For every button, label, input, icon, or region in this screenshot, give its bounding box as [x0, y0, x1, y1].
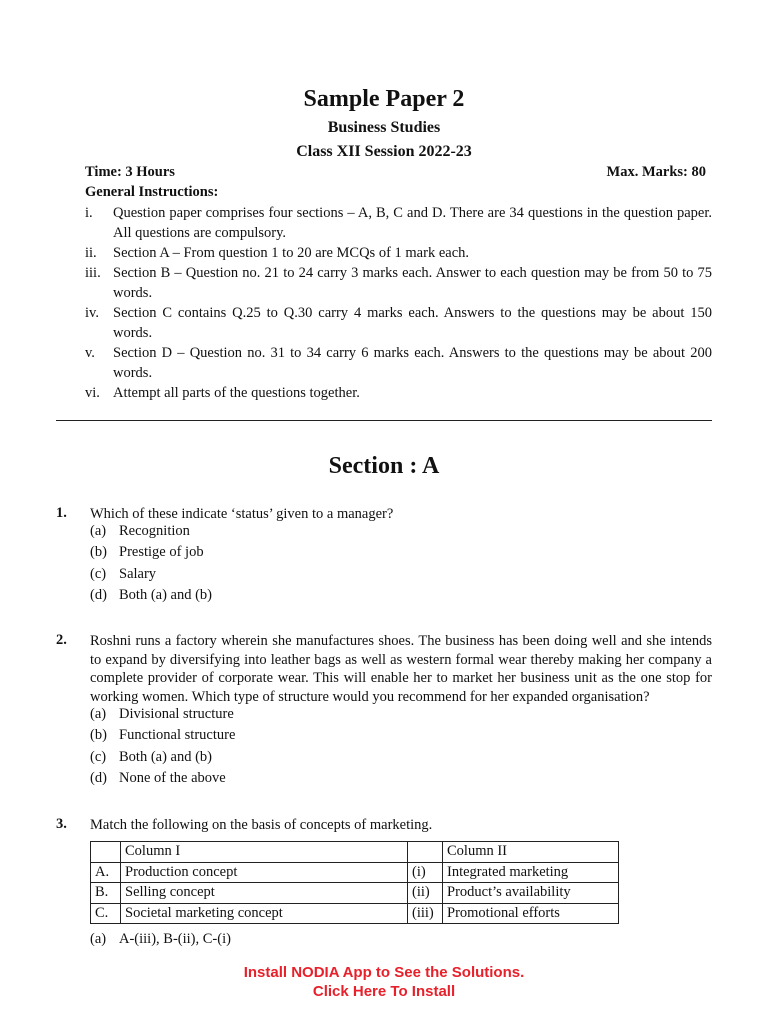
- instruction-text: Section D – Question no. 31 to 34 carry 6 marks each. Answers to the questions may be about 200 words.: [113, 345, 712, 381]
- option-text: Divisional structure: [119, 706, 234, 723]
- option-label: (d): [90, 587, 107, 604]
- table-cell: (ii): [408, 883, 443, 904]
- table-cell: (i): [408, 862, 443, 883]
- table-cell: Integrated marketing: [443, 862, 619, 883]
- table-row: [91, 883, 619, 904]
- option-label: (c): [90, 748, 107, 765]
- match-table: [90, 841, 619, 924]
- option-text: Prestige of job: [119, 544, 204, 561]
- table-header-cell: Column II: [443, 842, 619, 863]
- option-label: (c): [90, 565, 107, 582]
- instruction-number: iii.: [85, 265, 101, 281]
- instruction-item: [85, 263, 712, 303]
- option-text: Both (a) and (b): [119, 587, 213, 604]
- instruction-text: Section B – Question no. 21 to 24 carry 3 marks each. Answer to each question may be from 50 to 75 words.: [113, 265, 712, 301]
- option-item: [90, 929, 231, 950]
- option-item: [90, 585, 212, 606]
- section-title: Section : A: [328, 453, 440, 479]
- question-number: 1.: [56, 505, 67, 521]
- table-cell: Production concept: [121, 862, 408, 883]
- instruction-item: [85, 203, 712, 243]
- option-text: Recognition: [119, 523, 190, 540]
- instruction-text: Attempt all parts of the questions together.: [113, 385, 360, 401]
- instruction-number: i.: [85, 205, 93, 221]
- instruction-text: Question paper comprises four sections – A, B, C and D. There are 34 questions in the question paper. All questions are compulsory.: [113, 205, 712, 241]
- table-header-row: [91, 842, 619, 863]
- option-item: [90, 768, 235, 789]
- table-cell: Promotional efforts: [443, 903, 619, 924]
- table-cell: Selling concept: [121, 883, 408, 904]
- time-label: Time: 3 Hours: [85, 164, 175, 180]
- paper-title: Sample Paper 2: [303, 86, 465, 112]
- instruction-number: ii.: [85, 245, 97, 261]
- instruction-text: Section A – From question 1 to 20 are MCQs of 1 mark each.: [113, 245, 470, 261]
- class-session: Class XII Session 2022-23: [296, 143, 472, 160]
- table-cell: Societal marketing concept: [121, 903, 408, 924]
- click-to-install-link[interactable]: Click Here To Install: [312, 983, 456, 1000]
- table-cell: Product’s availability: [443, 883, 619, 904]
- option-item: [90, 747, 235, 768]
- instruction-number: v.: [85, 345, 95, 361]
- option-label: (d): [90, 770, 107, 787]
- instructions-heading: General Instructions:: [85, 184, 219, 200]
- question-number: 3.: [56, 816, 67, 832]
- option-label: (b): [90, 544, 107, 561]
- horizontal-divider: [56, 420, 712, 421]
- options-list: [90, 521, 212, 606]
- option-text: A-(iii), B-(ii), C-(i): [119, 931, 231, 948]
- table-cell: (iii): [408, 903, 443, 924]
- subject-title: Business Studies: [327, 119, 441, 136]
- question-text: Roshni runs a factory wherein she manufactures shoes. The business has been doing well and she intends to expand by diversifying into leather bags as well as western formal wear thereby making her company a complete provider of corporate wear. This will enable her to market her business unit as the one stop for working women. Which type of structure would you recommend for her expanded organisation?: [90, 633, 712, 705]
- table-cell: C.: [91, 903, 121, 924]
- install-app-link[interactable]: Install NODIA App to See the Solutions.: [243, 964, 525, 981]
- option-item: [90, 542, 212, 563]
- max-marks-label: Max. Marks: 80: [606, 164, 706, 180]
- instruction-item: [85, 243, 712, 263]
- instructions-list: [85, 203, 712, 403]
- option-item: [90, 704, 235, 725]
- option-label: (b): [90, 727, 107, 744]
- table-cell: A.: [91, 862, 121, 883]
- options-list: [90, 704, 235, 789]
- question-number: 2.: [56, 632, 67, 648]
- option-text: Both (a) and (b): [119, 748, 213, 765]
- option-item: [90, 725, 235, 746]
- table-cell: B.: [91, 883, 121, 904]
- instruction-item: [85, 343, 712, 383]
- option-label: (a): [90, 523, 107, 540]
- option-label: (a): [90, 931, 107, 948]
- instruction-number: iv.: [85, 305, 99, 321]
- table-cell: [408, 842, 443, 863]
- table-header-cell: Column I: [121, 842, 408, 863]
- option-text: Salary: [119, 565, 157, 582]
- option-label: (a): [90, 706, 107, 723]
- option-item: [90, 521, 212, 542]
- option-item: [90, 564, 212, 585]
- table-row: [91, 862, 619, 883]
- question-text: Which of these indicate ‘status’ given to a manager?: [90, 506, 394, 522]
- question-text: Match the following on the basis of concepts of marketing.: [90, 817, 433, 833]
- instruction-number: vi.: [85, 385, 100, 401]
- table-row: [91, 903, 619, 924]
- table-cell: [91, 842, 121, 863]
- options-list: [90, 929, 231, 950]
- instruction-text: Section C contains Q.25 to Q.30 carry 4 marks each. Answers to the questions may be about 150 words.: [113, 305, 712, 341]
- option-text: None of the above: [119, 770, 226, 787]
- option-text: Functional structure: [119, 727, 236, 744]
- instruction-item: [85, 383, 712, 403]
- instruction-item: [85, 303, 712, 343]
